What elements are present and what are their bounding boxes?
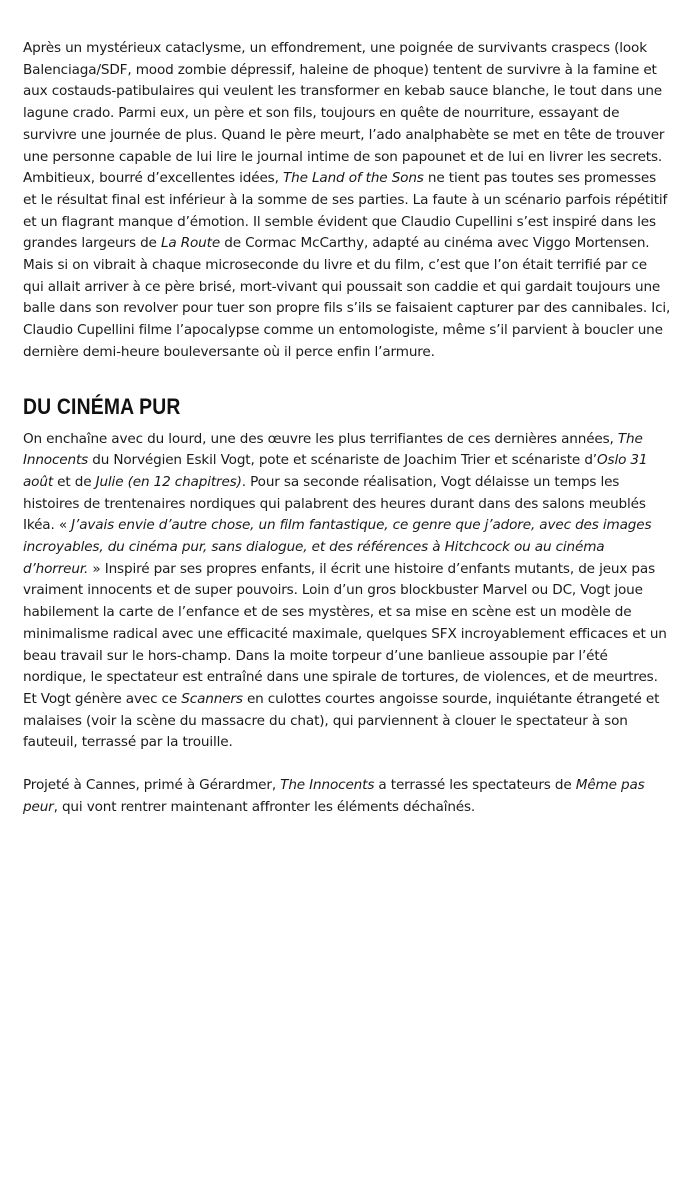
paragraph-text: , qui vont rentrer maintenant affronter les éléments déchaînés.	[53, 798, 476, 815]
film-title-julie: Julie (en 12 chapitres)	[95, 473, 242, 490]
paragraph-conclusion	[23, 775, 671, 818]
article-body	[23, 38, 671, 819]
film-title-the-innocents: The Innocents	[23, 430, 643, 469]
film-title-the-innocents: The Innocents	[280, 777, 375, 794]
film-title-scanners: Scanners	[181, 690, 243, 707]
paragraph-text: de Cormac McCarthy, adapté au cinéma avec Viggo Mortensen. Mais si on vibrait à chaque microseconde du livre et du film, c’est que l’on était terrifié par ce qui allait arriver à ce père brisé, mort-vivant qui poussait son caddie et qui gardait toujours une balle dans son revolver pour tuer son propre fils s’ils se faisaient capturer par des cannibales. Ici, Claudio Cupellini filme l’apocalypse comme un entomologiste, même s’il parvient à boucler une dernière demi-heure bouleversante où il perce enfin l’armure.	[23, 235, 671, 360]
film-title-land-of-the-sons: The Land of the Sons	[282, 170, 424, 187]
paragraph-text: Après un mystérieux cataclysme, un effondrement, une poignée de survivants craspecs (look Balenciaga/SDF, mood zombie dépressif, haleine de phoque) tentent de survivre à la famine et aux costauds-patibulaires qui veulent les transformer en kebab sauce blanche, le tout dans une lagune crado. Parmi eux, un père et son fils, toujours en quête de nourriture, essayant de survivre une journée de plus. Quand le père meurt, l’ado analphabète se met en tête de trouver une personne capable de lui lire le journal intime de son papounet et de lui en livrer les secrets. Ambitieux, bourré d’excellentes idées,	[23, 40, 665, 187]
paragraph-text: du Norvégien Eskil Vogt, pote et scénariste de Joachim Trier et scénariste d’	[88, 452, 597, 469]
paragraph-text: et de	[53, 473, 96, 490]
director-quote: J’avais envie d’autre chose, un film fantastique, ce genre que j’adore, avec des images incroyables, du cinéma pur, sans dialogue, et des références à Hitchcock ou au cinéma d’horreur.	[23, 517, 652, 577]
paragraph-land-of-the-sons	[23, 38, 671, 364]
book-title-la-route: La Route	[160, 235, 221, 252]
section-heading: DU CINÉMA PUR	[23, 393, 181, 419]
paragraph-text: en culottes courtes angoisse sourde, inquiétante étrangeté et malaises (voir la scène du massacre du chat), qui parviennent à clouer le spectateur à son fauteuil, terrassé par la trouille.	[23, 690, 660, 751]
paragraph-the-innocents	[23, 429, 671, 755]
paragraph-text: a terrassé les spectateurs de	[374, 777, 576, 794]
paragraph-text: Projeté à Cannes, primé à Gérardmer,	[23, 777, 281, 794]
paragraph-text: On enchaîne avec du lourd, une des œuvre les plus terrifiantes de ces dernières années,	[23, 430, 618, 447]
film-title-oslo-31-aout: Oslo 31 août	[23, 452, 648, 490]
paragraph-text: . Pour sa seconde réalisation, Vogt délaisse un temps les histoires de trentenaires nordiques qui palabrent des heures durant dans des salons meublés Ikéa. «	[23, 473, 646, 534]
festival-title-meme-pas-peur: Même pas peur	[23, 777, 645, 815]
paragraph-text: » Inspiré par ses propres enfants, il écrit une histoire d’enfants mutants, de jeux pas vraiment innocents et de super pouvoirs. Loin d’un gros blockbuster Marvel ou DC, Vogt joue habilement la carte de l’enfance et de ses mystères, et sa mise en scène est un modèle de minimalisme radical avec une efficacité maximale, quelques SFX incroyablement efficaces et un beau travail sur le hors-champ. Dans la moite torpeur d’une banlieue assoupie par l’été nordique, le spectateur est entraîné dans une spirale de tortures, de violences, et de meurtres. Et Vogt génère avec ce	[23, 560, 667, 707]
paragraph-text: ne tient pas toutes ses promesses et le résultat final est inférieur à la somme de ses parties. La faute à un scénario parfois répétitif et un flagrant manque d’émotion. Il semble évident que Claudio Cupellini s’est inspiré dans les grandes largeurs de	[23, 170, 668, 252]
